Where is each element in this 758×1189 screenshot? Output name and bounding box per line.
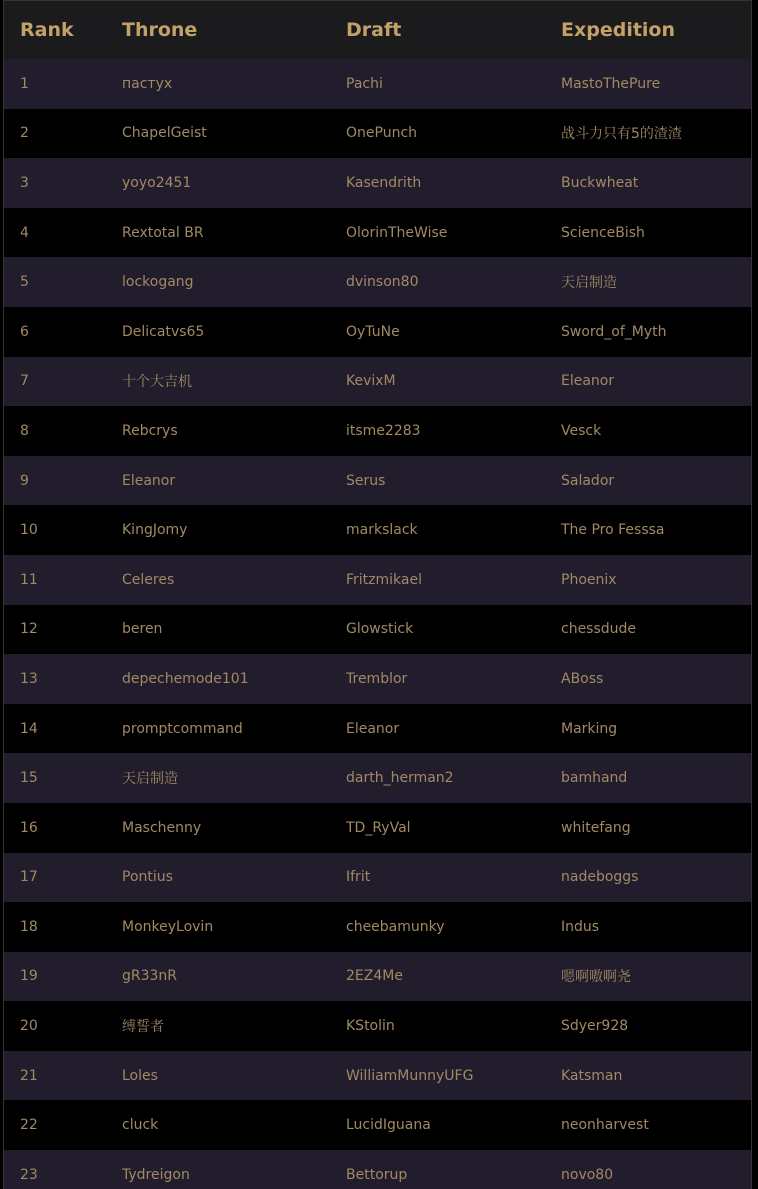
rank-cell: 1 — [20, 75, 29, 92]
rank-cell: 14 — [20, 720, 38, 737]
draft-cell: OyTuNe — [346, 323, 400, 340]
throne-cell: Celeres — [122, 571, 175, 588]
expedition-cell: nadeboggs — [561, 869, 639, 886]
rank-cell: 19 — [20, 968, 38, 985]
throne-cell: пастух — [122, 75, 173, 92]
rank-cell: 7 — [20, 373, 29, 390]
throne-cell: Rebcrys — [122, 422, 178, 439]
table-row — [4, 158, 751, 208]
draft-cell: Bettorup — [346, 1166, 408, 1183]
table-row — [4, 109, 751, 159]
table-row — [4, 952, 751, 1002]
draft-cell: Glowstick — [346, 621, 414, 638]
rank-cell: 11 — [20, 571, 38, 588]
expedition-cell: ABoss — [561, 670, 604, 687]
table-row — [4, 1001, 751, 1051]
table-row — [4, 357, 751, 407]
rank-cell: 3 — [20, 174, 29, 191]
header-draft[interactable]: Draft — [346, 19, 402, 41]
table-row — [4, 555, 751, 605]
expedition-cell: Buckwheat — [561, 174, 639, 191]
rank-cell: 15 — [20, 770, 38, 787]
table-row — [4, 654, 751, 704]
rank-cell: 23 — [20, 1166, 38, 1183]
draft-cell: Fritzmikael — [346, 571, 422, 588]
draft-cell: Serus — [346, 472, 386, 489]
rank-cell: 8 — [20, 422, 29, 439]
expedition-cell: whitefang — [561, 819, 631, 836]
header-throne[interactable]: Throne — [122, 19, 198, 41]
draft-cell: dvinson80 — [346, 274, 419, 291]
rank-cell: 2 — [20, 125, 29, 142]
table-row — [4, 257, 751, 307]
draft-cell: TD_RyVal — [346, 819, 411, 836]
table-body — [4, 59, 751, 1189]
table-row — [4, 307, 751, 357]
draft-cell: OlorinTheWise — [346, 224, 448, 241]
table-row — [4, 853, 751, 903]
expedition-cell: The Pro Fesssa — [561, 522, 665, 539]
throne-cell: Delicatvs65 — [122, 323, 205, 340]
expedition-cell: chessdude — [561, 621, 637, 638]
draft-cell: itsme2283 — [346, 422, 421, 439]
expedition-cell: Salador — [561, 472, 615, 489]
rank-cell: 12 — [20, 621, 38, 638]
rank-cell: 21 — [20, 1067, 38, 1084]
draft-cell: cheebamunky — [346, 918, 445, 935]
throne-cell: Tydreigon — [122, 1166, 190, 1183]
rank-cell: 5 — [20, 274, 29, 291]
draft-cell: 2EZ4Me — [346, 968, 403, 985]
table-row — [4, 902, 751, 952]
expedition-cell: neonharvest — [561, 1117, 649, 1134]
expedition-cell: Indus — [561, 918, 600, 935]
draft-cell: markslack — [346, 522, 418, 539]
table-row — [4, 1150, 751, 1189]
draft-cell: Kasendrith — [346, 174, 422, 191]
draft-cell: darth_herman2 — [346, 770, 454, 787]
table-row — [4, 208, 751, 258]
throne-cell: Eleanor — [122, 472, 176, 489]
draft-cell: Ifrit — [346, 869, 371, 886]
table-row — [4, 803, 751, 853]
table-row — [4, 1100, 751, 1150]
expedition-cell: MastoThePure — [561, 75, 661, 92]
draft-cell: KevixM — [346, 373, 396, 390]
table-row — [4, 704, 751, 754]
throne-cell: beren — [122, 621, 163, 638]
expedition-cell: ScienceBish — [561, 224, 645, 241]
expedition-cell: 天启制造 — [561, 275, 617, 292]
expedition-cell: Katsman — [561, 1067, 623, 1084]
throne-cell: promptcommand — [122, 720, 243, 737]
draft-cell: WilliamMunnyUFG — [346, 1067, 474, 1084]
table-row — [4, 59, 751, 109]
rank-cell: 4 — [20, 224, 29, 241]
throne-cell: cluck — [122, 1117, 159, 1134]
throne-cell: yoyo2451 — [122, 174, 192, 191]
draft-cell: OnePunch — [346, 125, 418, 142]
throne-cell: Loles — [122, 1067, 158, 1084]
expedition-cell: Phoenix — [561, 571, 617, 588]
rank-cell: 9 — [20, 472, 29, 489]
throne-cell: KingJomy — [122, 522, 188, 539]
draft-cell: Pachi — [346, 75, 383, 92]
rank-cell: 20 — [20, 1018, 38, 1035]
rank-cell: 10 — [20, 522, 38, 539]
rank-cell: 17 — [20, 869, 38, 886]
table-row — [4, 1051, 751, 1101]
table-header — [4, 1, 751, 59]
expedition-cell: Sdyer928 — [561, 1018, 629, 1035]
rank-cell: 16 — [20, 819, 38, 836]
table-row — [4, 456, 751, 506]
throne-cell: 缚誓者 — [122, 1019, 164, 1036]
expedition-cell: Vesck — [561, 422, 602, 439]
throne-cell: Pontius — [122, 869, 173, 886]
throne-cell: ChapelGeist — [122, 125, 207, 142]
draft-cell: KStolin — [346, 1018, 395, 1035]
header-rank[interactable]: Rank — [20, 19, 74, 41]
expedition-cell: bamhand — [561, 770, 628, 787]
draft-cell: Tremblor — [346, 670, 408, 687]
throne-cell: 十个大吉机 — [122, 374, 192, 391]
draft-cell: LucidIguana — [346, 1117, 431, 1134]
rank-cell: 6 — [20, 323, 29, 340]
table-row — [4, 505, 751, 555]
throne-cell: gR33nR — [122, 968, 178, 985]
table-row — [4, 753, 751, 803]
expedition-cell: 战斗力只有5的渣渣 — [561, 126, 682, 143]
throne-cell: 天启制造 — [122, 771, 178, 788]
throne-cell: lockogang — [122, 274, 194, 291]
rank-cell: 13 — [20, 670, 38, 687]
table-row — [4, 406, 751, 456]
throne-cell: MonkeyLovin — [122, 918, 214, 935]
expedition-cell: Marking — [561, 720, 618, 737]
expedition-cell: Eleanor — [561, 373, 615, 390]
leaderboard-table — [3, 0, 752, 1189]
expedition-cell: novo80 — [561, 1166, 614, 1183]
expedition-cell: 嗯啊嗷啊尧 — [561, 969, 631, 986]
throne-cell: depechemode101 — [122, 670, 249, 687]
rank-cell: 22 — [20, 1117, 38, 1134]
rank-cell: 18 — [20, 918, 38, 935]
draft-cell: Eleanor — [346, 720, 400, 737]
throne-cell: Maschenny — [122, 819, 202, 836]
throne-cell: Rextotal BR — [122, 224, 204, 241]
header-expedition[interactable]: Expedition — [561, 19, 676, 41]
table-row — [4, 605, 751, 655]
expedition-cell: Sword_of_Myth — [561, 323, 667, 340]
